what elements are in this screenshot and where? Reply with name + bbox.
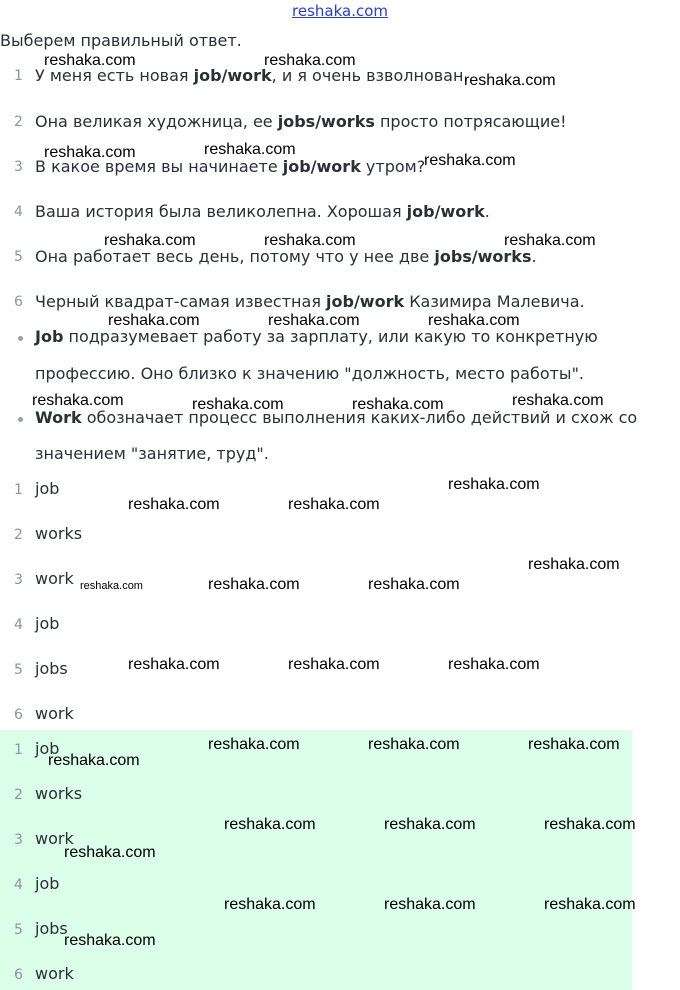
watermark: reshaka.com bbox=[448, 656, 540, 673]
watermark: reshaka.com bbox=[368, 576, 460, 593]
watermark: reshaka.com bbox=[424, 152, 516, 169]
item-number: 6 bbox=[14, 707, 23, 723]
item-number: 3 bbox=[14, 159, 23, 175]
item-number: 6 bbox=[14, 967, 23, 983]
watermark: reshaka.com bbox=[192, 396, 284, 413]
watermark: reshaka.com bbox=[352, 396, 444, 413]
answer-word: jobs bbox=[35, 659, 68, 678]
watermark: reshaka.com bbox=[80, 580, 143, 592]
note-line: Job подразумевает работу за зарплату, или какую то конкретную bbox=[35, 327, 598, 346]
watermark: reshaka.com bbox=[224, 816, 316, 833]
item-number: 2 bbox=[14, 114, 23, 130]
item-number: 1 bbox=[14, 742, 23, 758]
watermark: reshaka.com bbox=[384, 896, 476, 913]
watermark: reshaka.com bbox=[128, 496, 220, 513]
answer-word: work bbox=[35, 829, 74, 848]
sentence-text: Ваша история была великолепна. Хорошая job/work. bbox=[35, 202, 490, 221]
note-line: Work обозначает процесс выполнения каких-либо действий и схож со bbox=[35, 408, 638, 427]
item-number: 1 bbox=[14, 68, 23, 84]
answer-word: job bbox=[35, 614, 60, 633]
item-number: 2 bbox=[14, 527, 23, 543]
watermark: reshaka.com bbox=[544, 816, 636, 833]
item-number: 5 bbox=[14, 662, 23, 678]
item-number: 2 bbox=[14, 787, 23, 803]
watermark: reshaka.com bbox=[204, 141, 296, 158]
item-number: 4 bbox=[14, 204, 23, 220]
watermark: reshaka.com bbox=[208, 576, 300, 593]
sentence-text: Она великая художница, ее jobs/works просто потрясающие! bbox=[35, 112, 567, 131]
watermark: reshaka.com bbox=[464, 72, 556, 89]
watermark: reshaka.com bbox=[48, 752, 140, 769]
item-number: 4 bbox=[14, 617, 23, 633]
watermark: reshaka.com bbox=[264, 232, 356, 249]
watermark: reshaka.com bbox=[384, 816, 476, 833]
site-link[interactable]: reshaka.com bbox=[292, 2, 388, 20]
watermark: reshaka.com bbox=[544, 896, 636, 913]
watermark: reshaka.com bbox=[528, 736, 620, 753]
watermark: reshaka.com bbox=[32, 392, 124, 409]
sentence-text: Она работает весь день, потому что у нее две jobs/works. bbox=[35, 247, 537, 266]
watermark: reshaka.com bbox=[108, 312, 200, 329]
watermark: reshaka.com bbox=[208, 736, 300, 753]
answer-word: job bbox=[35, 739, 60, 758]
watermark: reshaka.com bbox=[504, 232, 596, 249]
sentence-text: У меня есть новая job/work, и я очень взволнован. bbox=[35, 66, 469, 85]
note-line: профессию. Оно близко к значению "должность, место работы". bbox=[35, 364, 585, 383]
watermark: reshaka.com bbox=[268, 312, 360, 329]
watermark: reshaka.com bbox=[264, 52, 356, 69]
sentence-text: Черный квадрат-самая известная job/work Казимира Малевича. bbox=[35, 292, 585, 311]
answer-word: work bbox=[35, 964, 74, 983]
item-number: 5 bbox=[14, 922, 23, 938]
item-number: 4 bbox=[14, 877, 23, 893]
watermark: reshaka.com bbox=[528, 556, 620, 573]
watermark: reshaka.com bbox=[512, 392, 604, 409]
watermark: reshaka.com bbox=[288, 656, 380, 673]
answer-word: work bbox=[35, 569, 74, 588]
answer-word: work bbox=[35, 704, 74, 723]
watermark: reshaka.com bbox=[64, 844, 156, 861]
item-number: 6 bbox=[14, 294, 23, 310]
note-line: значением "занятие, труд". bbox=[35, 444, 269, 463]
answer-word: works bbox=[35, 524, 83, 543]
watermark: reshaka.com bbox=[224, 896, 316, 913]
answer-word: job bbox=[35, 874, 60, 893]
item-number: 1 bbox=[14, 482, 23, 498]
bullet-icon bbox=[18, 417, 23, 422]
intro-text: Выберем правильный ответ. bbox=[0, 31, 242, 50]
watermark: reshaka.com bbox=[428, 312, 520, 329]
watermark: reshaka.com bbox=[448, 476, 540, 493]
watermark: reshaka.com bbox=[368, 736, 460, 753]
answer-word: jobs bbox=[35, 919, 68, 938]
watermark: reshaka.com bbox=[44, 52, 136, 69]
item-number: 5 bbox=[14, 249, 23, 265]
item-number: 3 bbox=[14, 572, 23, 588]
watermark: reshaka.com bbox=[64, 932, 156, 949]
bullet-icon bbox=[18, 336, 23, 341]
watermark: reshaka.com bbox=[288, 496, 380, 513]
answer-word: job bbox=[35, 479, 60, 498]
watermark: reshaka.com bbox=[44, 144, 136, 161]
item-number: 3 bbox=[14, 832, 23, 848]
sentence-text: В какое время вы начинаете job/work утром? bbox=[35, 157, 426, 176]
watermark: reshaka.com bbox=[128, 656, 220, 673]
watermark: reshaka.com bbox=[104, 232, 196, 249]
answer-word: works bbox=[35, 784, 83, 803]
